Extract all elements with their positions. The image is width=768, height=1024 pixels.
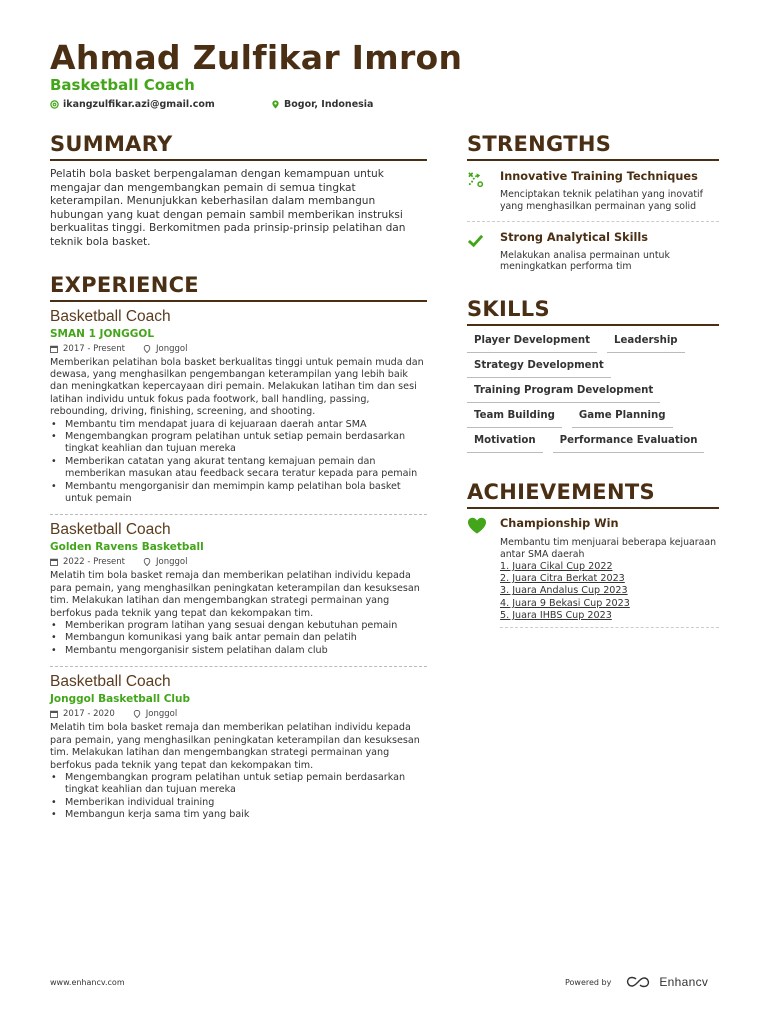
left-column — [50, 132, 427, 822]
strength-item — [467, 231, 719, 274]
email-text[interactable]: ikangzulfikar.azi@gmail.com — [63, 99, 215, 110]
job-description: Memberikan pelatihan bola basket berkualitas tinggi untuk pemain muda dan dewasa, yang menghasilkan pengembangan keterampilan yang lebih baik dan meningkatkan kepercayaan diri pemain. Melakukan latihan tim dan sesi latihan individu untuk fokus pada footwork, ball handling, passing, rebounding, driving, finishing, screening, and shooting. — [50, 356, 424, 418]
location-pin-icon — [143, 345, 151, 353]
strengths-heading: STRENGTHS — [467, 132, 719, 161]
job-bullet: • Membantu mengorganisir dan memimpin kamp pelatihan bola basket untuk pemain — [50, 481, 427, 506]
at-icon — [50, 100, 59, 109]
job-dates: 2017 - Present — [50, 344, 125, 354]
job-bullet: • Memberikan program latihan yang sesuai dengan kebutuhan pemain — [50, 620, 427, 632]
skills-list — [467, 332, 719, 453]
calendar-icon — [50, 558, 58, 566]
strength-description: Menciptakan teknik pelatihan yang inovatif yang menghasilkan permainan yang solid — [500, 189, 703, 212]
achievement-description: Membantu tim menjuarai beberapa kejuaraan antar SMA daerah — [500, 537, 717, 560]
summary-heading: SUMMARY — [50, 132, 427, 161]
skill-tag: Game Planning — [572, 407, 673, 428]
job-title: Basketball Coach — [50, 307, 171, 325]
strength-description: Melakukan analisa permainan untuk meningkatkan performa tim — [500, 249, 670, 273]
location-pin-icon — [143, 558, 151, 566]
powered-by-text: Powered by — [565, 977, 612, 987]
skill-tag: Team Building — [467, 407, 562, 428]
location-pin-icon — [271, 100, 280, 109]
experience-item — [50, 308, 427, 516]
job-description: Melatih tim bola basket remaja dan memberikan pelatihan individu kepada para pemain, yang menghasilkan peningkatan keterampilan dan kesuksesan tim. Melakukan latihan dan mengembangkan strategi permainan yang berfokus pada teknik yang tepat dan kekompakan tim. — [50, 570, 420, 619]
calendar-icon — [50, 345, 58, 353]
achievement-list-item: 2. Juara Citra Berkat 2023 — [500, 573, 625, 585]
skill-tag: Player Development — [467, 332, 597, 353]
job-bullet: • Membangun komunikasi yang baik antar pemain dan pelatih — [50, 632, 427, 644]
skill-tag: Training Program Development — [467, 382, 660, 403]
job-bullet: • Mengembangkan program pelatihan untuk setiap pemain berdasarkan tingkat keahlian dan tujuan mereka — [50, 431, 427, 456]
job-bullet: • Membangun kerja sama tim yang baik — [50, 809, 427, 821]
company-name: Jonggol Basketball Club — [50, 693, 191, 706]
heart-icon — [467, 517, 487, 534]
job-bullet: • Memberikan individual training — [50, 797, 427, 809]
job-dates: 2017 - 2020 — [50, 709, 115, 719]
experience-heading: EXPERIENCE — [50, 273, 427, 302]
divider — [467, 221, 719, 222]
strength-title: Strong Analytical Skills — [500, 230, 648, 244]
divider — [50, 514, 427, 515]
achievements-heading: ACHIEVEMENTS — [467, 480, 719, 509]
job-bullets — [50, 419, 427, 506]
job-bullets — [50, 772, 427, 822]
footer-brand[interactable] — [565, 975, 708, 989]
job-title: Basketball Coach — [50, 673, 171, 691]
candidate-name: Ahmad Zulfikar Imron — [50, 38, 463, 77]
email-contact[interactable] — [50, 99, 215, 110]
enhancv-logo-icon — [625, 976, 651, 988]
calendar-icon — [50, 710, 58, 718]
footer-url[interactable]: www.enhancv.com — [50, 978, 125, 987]
company-name: Golden Ravens Basketball — [50, 541, 204, 554]
divider — [50, 666, 427, 667]
right-column — [467, 132, 719, 628]
job-dates: 2022 - Present — [50, 557, 125, 567]
strategy-icon — [467, 171, 484, 188]
job-location: Jonggol — [143, 557, 187, 567]
job-bullet: • Mengembangkan program pelatihan untuk setiap pemain berdasarkan tingkat keahlian dan tujuan mereka — [50, 772, 427, 797]
skill-tag: Motivation — [467, 432, 543, 453]
job-bullet: • Membantu mengorganisir sistem pelatihan dalam club — [50, 645, 427, 657]
achievement-list — [500, 561, 719, 622]
achievement-list-item: 4. Juara 9 Bekasi Cup 2023 — [500, 597, 630, 609]
skills-heading: SKILLS — [467, 297, 719, 326]
job-description: Melatih tim bola basket remaja dan memberikan pelatihan individu kepada para pemain, yang menghasilkan peningkatan keterampilan dan kesuksesan tim. Melakukan latihan dan mengembangkan strategi permainan yang berfokus pada teknik yang tepat dan kekompakan tim. — [50, 722, 420, 771]
skill-tag: Performance Evaluation — [553, 432, 705, 453]
job-meta — [50, 557, 427, 567]
location-pin-icon — [133, 710, 141, 718]
job-meta — [50, 709, 427, 719]
check-icon — [467, 232, 484, 249]
achievement-title: Championship Win — [500, 517, 619, 531]
job-location: Jonggol — [143, 344, 187, 354]
location-contact — [271, 99, 373, 110]
job-bullets — [50, 620, 427, 657]
job-bullet: • Membantu tim mendapat juara di kejuaraan daerah antar SMA — [50, 419, 427, 431]
candidate-role: Basketball Coach — [50, 76, 195, 94]
job-location: Jonggol — [133, 709, 177, 719]
job-title: Basketball Coach — [50, 521, 171, 539]
job-meta — [50, 344, 427, 354]
summary-text: Pelatih bola basket berpengalaman dengan kemampuan untuk mengajar dan mengembangkan pemain di semua tingkat keterampilan. Menunjukkan keberhasilan dalam membangun hubungan yang kuat dengan pemain sambil memberikan instruksi berkualitas tinggi. Berkomitmen pada prinsip-prinsip pelatihan dan teknik bola basket. — [50, 168, 406, 248]
skill-tag: Strategy Development — [467, 357, 611, 378]
experience-item — [50, 521, 427, 667]
achievement-list-item: 1. Juara Cikal Cup 2022 — [500, 560, 613, 572]
brand-name: Enhancv — [659, 975, 709, 989]
strength-title: Innovative Training Techniques — [500, 170, 698, 183]
achievement-list-item: 3. Juara Andalus Cup 2023 — [500, 585, 628, 597]
experience-item — [50, 673, 427, 821]
location-text: Bogor, Indonesia — [284, 99, 374, 110]
divider — [500, 627, 719, 628]
company-name: SMAN 1 JONGGOL — [50, 327, 155, 340]
skill-tag: Leadership — [607, 332, 685, 353]
achievement-list-item: 5. Juara IHBS Cup 2023 — [500, 609, 612, 621]
achievement-item — [467, 517, 719, 628]
job-bullet: • Memberikan catatan yang akurat tentang kemajuan pemain dan memberikan masukan atau feedback secara teratur kepada para pemain — [50, 456, 427, 481]
strength-item — [467, 170, 719, 213]
